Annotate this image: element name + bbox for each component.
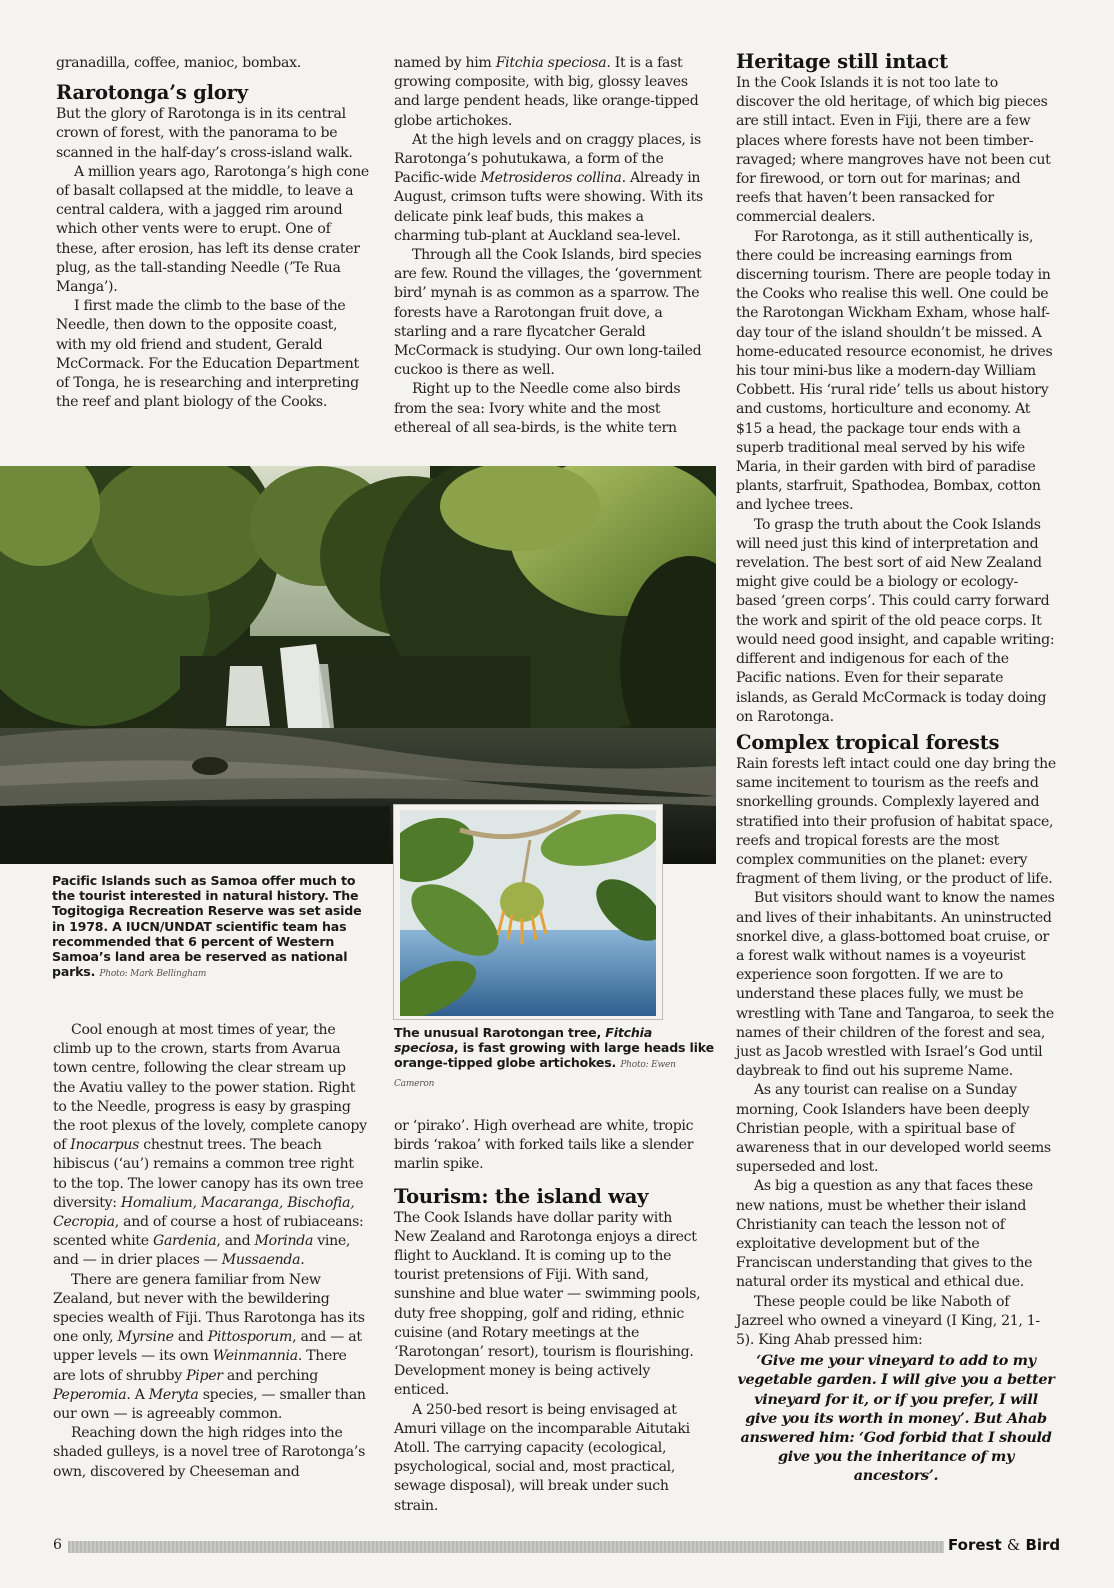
- paragraph: I first made the climb to the base of the Needle, then down to the opposite coast, with my old friend and student, Gerald McCormack. For the Education Department of Tonga, he is researching and interpreting the reef and plant biology of the Cooks.: [56, 298, 359, 411]
- magazine-name: Forest & Bird: [948, 1536, 1061, 1554]
- fitchia-tree-photo: [393, 804, 663, 1020]
- paragraph: Rain forests left intact could one day bring the same incitement to tourism as the reefs and snorkelling grounds. Complexly layered and stratified into their profusion of habitat space, reefs and tropical forests are the most complex communities on the planet: every fragment of them living, or the product of life.: [736, 755, 1056, 888]
- paragraph: In the Cook Islands it is not too late to discover the old heritage, of which big pieces are still intact. Even in Fiji, there are a few places where forests have not been timber-ravaged; where mangroves have not been cut for firewood, or torn out for marinas; and reefs that haven’t been ransacked for commercial dealers.: [736, 75, 1051, 226]
- paragraph: A million years ago, Rarotonga’s high cone of basalt collapsed at the middle, to leave a central caldera, with a jagged rim around which other vents were to erupt. One of these, after erosion, has left its dense crater plug, as the tall-standing Needle (’Te Rua Manga’).: [56, 163, 369, 296]
- paragraph: named by him Fitchia speciosa. It is a fast growing composite, with big, glossy leaves and large pendent heads, like orange-tipped globe artichokes.: [394, 55, 699, 129]
- paragraph: granadilla, coffee, manioc, bombax.: [56, 55, 301, 71]
- page-number: 6: [53, 1537, 62, 1553]
- photo-credit: Photo: Ewen Cameron: [394, 1060, 676, 1089]
- footer-rule: [68, 1541, 944, 1553]
- column-2-top: [394, 54, 708, 438]
- waterfall-caption: Pacific Islands such as Samoa offer much to the tourist interested in natural history. The Togitogiga Recreation Reserve was set aside in 1978. A IUCN/UNDAT scientific team has recommended that 6 percent of Western Samoa’s land area be reserved as national parks. Photo: Mark Bellingham: [52, 873, 362, 980]
- section-heading: Tourism: the island way: [394, 1184, 649, 1208]
- paragraph: A 250-bed resort is being envisaged at Amuri village on the incomparable Aitutaki Atoll. The carrying capacity (ecological, psychological, social and, most practical, sewage disposal), will break under such strain.: [394, 1401, 690, 1514]
- paragraph: Reaching down the high ridges into the shaded gulleys, is a novel tree of Rarotonga’s own, discovered by Cheeseman and: [53, 1425, 366, 1480]
- paragraph: There are genera familiar from New Zealand, but never with the bewildering species wealth of Fiji. Thus Rarotonga has its one only, Myrsine and Pittosporum, and — at upper levels — its own Weinmannia. There are lots of shrubby Piper and perching Peperomia. A Meryta species, — smaller than our own — is agreeably common.: [53, 1271, 366, 1423]
- bible-quote: ‘Give me your vineyard to add to my vegetable garden. I will give you a better vineyard for it, or if you prefer, I will give you its worth in money’. But Ahab answered him: ‘God forbid that I should give you the inheritance of my ancestors’.: [737, 1352, 1055, 1485]
- paragraph: These people could be like Naboth of Jazreel who owned a vineyard (I King, 21, 1-5). King Ahab pressed him:: [736, 1293, 1040, 1348]
- paragraph: Through all the Cook Islands, bird species are few. Round the villages, the ‘government bird’ mynah is as common as a sparrow. The forests have a Rarotongan fruit dove, a starling and a rare flycatcher Gerald McCormack is studying. Our own long-tailed cuckoo is there as well.: [394, 247, 702, 379]
- paragraph: or ‘pirako’. High overhead are white, tropic birds ‘rakoa’ with forked tails like a slender marlin spike.: [394, 1118, 694, 1173]
- paragraph: As any tourist can realise on a Sunday morning, Cook Islanders have been deeply Christian people, with a spiritual base of awareness that in our developed world seems superseded and lost.: [736, 1082, 1051, 1176]
- paragraph: The Cook Islands have dollar parity with New Zealand and Rarotonga enjoys a direct flight to Auckland. It is coming up to the tourist pretensions of Fiji. With sand, sunshine and blue water — swimming pools, duty free shopping, golf and riding, ethnic cuisine (and Rotary meetings at the ‘Rarotongan’ resort), tourism is flourishing. Development money is being actively enticed.: [394, 1209, 701, 1399]
- paragraph: For Rarotonga, as it still authentically is, there could be increasing earnings from discerning tourism. There are people today in the Cooks who realise this well. One could be the Rarotongan Wickham Exham, whose half-day tour of the island shouldn’t be missed. A home-educated resource economist, he drives his tour mini-bus like a modern-day William Cobbett. His ‘rural ride’ tells us about history and customs, horticulture and economy. At $15 a head, the package tour ends with a superb traditional meal served by his wife Maria, in their garden with bird of paradise plants, starfruit, Spathodea, Bombax, cotton and lychee trees.: [736, 228, 1053, 514]
- column-2-bottom: [394, 1117, 708, 1516]
- paragraph: But the glory of Rarotonga is in its central crown of forest, with the panorama to be scanned in the half-day’s cross-island walk.: [56, 106, 353, 161]
- paragraph: To grasp the truth about the Cook Islands will need just this kind of interpretation and revelation. The best sort of aid New Zealand might give could be a biology or ecology-based ‘green corps’. This could carry forward the work and spirit of the old peace corps. It would need good insight, and capable writing: different and indigenous for each of the Pacific nations. Even for their separate islands, as Gerald McCormack is today doing on Rarotonga.: [736, 516, 1055, 725]
- column-1-bottom: [53, 1021, 371, 1482]
- section-heading: Heritage still intact: [736, 50, 948, 73]
- photo-credit: Photo: Mark Bellingham: [99, 969, 207, 980]
- paragraph: At the high levels and on craggy places, is Rarotonga’s pohutukawa, a form of the Pacific-wide Metrosideros collina. Already in August, crimson tufts were showing. With its delicate pink leaf buds, this makes a charming tub-plant at Auckland sea-level.: [394, 131, 703, 244]
- section-heading: Complex tropical forests: [736, 730, 1000, 754]
- paragraph: As big a question as any that faces these new nations, must be whether their island Christianity can teach the lesson not of exploitative development but of the Franciscan understanding that gives to the natural order its mystical and ethical due.: [736, 1178, 1033, 1291]
- column-3: [736, 50, 1056, 1486]
- tree-caption: The unusual Rarotongan tree, Fitchia speciosa, is fast growing with large heads like orange-tipped globe artichokes. Photo: Ewen Cameron: [394, 1025, 714, 1089]
- section-heading: Rarotonga’s glory: [56, 81, 248, 105]
- paragraph: Right up to the Needle come also birds from the sea: Ivory white and the most ethereal of all sea-birds, is the white tern: [394, 381, 681, 436]
- paragraph: But visitors should want to know the names and lives of their inhabitants. An uninstructed snorkel dive, a glass-bottomed boat cruise, or a forest walk without names is a voyeurist experience soon forgotten. If we are to understand these places fully, we must be wrestling with Tane and Tangaroa, to seek the names of their children of the forest and sea, just as Jacob wrestled with Israel’s God until daybreak to find out his supreme Name.: [736, 890, 1055, 1080]
- paragraph: Cool enough at most times of year, the climb up to the crown, starts from Avarua town centre, following the clear stream up the Avatiu valley to the power station. Right to the Needle, progress is easy by grasping the root plexus of the lovely, complete canopy of Inocarpus chestnut trees. The beach hibiscus (‘au’) remains a common tree right to the top. The lower canopy has its own tree diversity: Homalium, Macaranga, Bischofia, Cecropia, and of course a host of rubiaceans: scented white Gardenia, and Morinda vine, and — in drier places — Mussaenda.: [53, 1022, 367, 1269]
- column-1-top: [56, 54, 370, 412]
